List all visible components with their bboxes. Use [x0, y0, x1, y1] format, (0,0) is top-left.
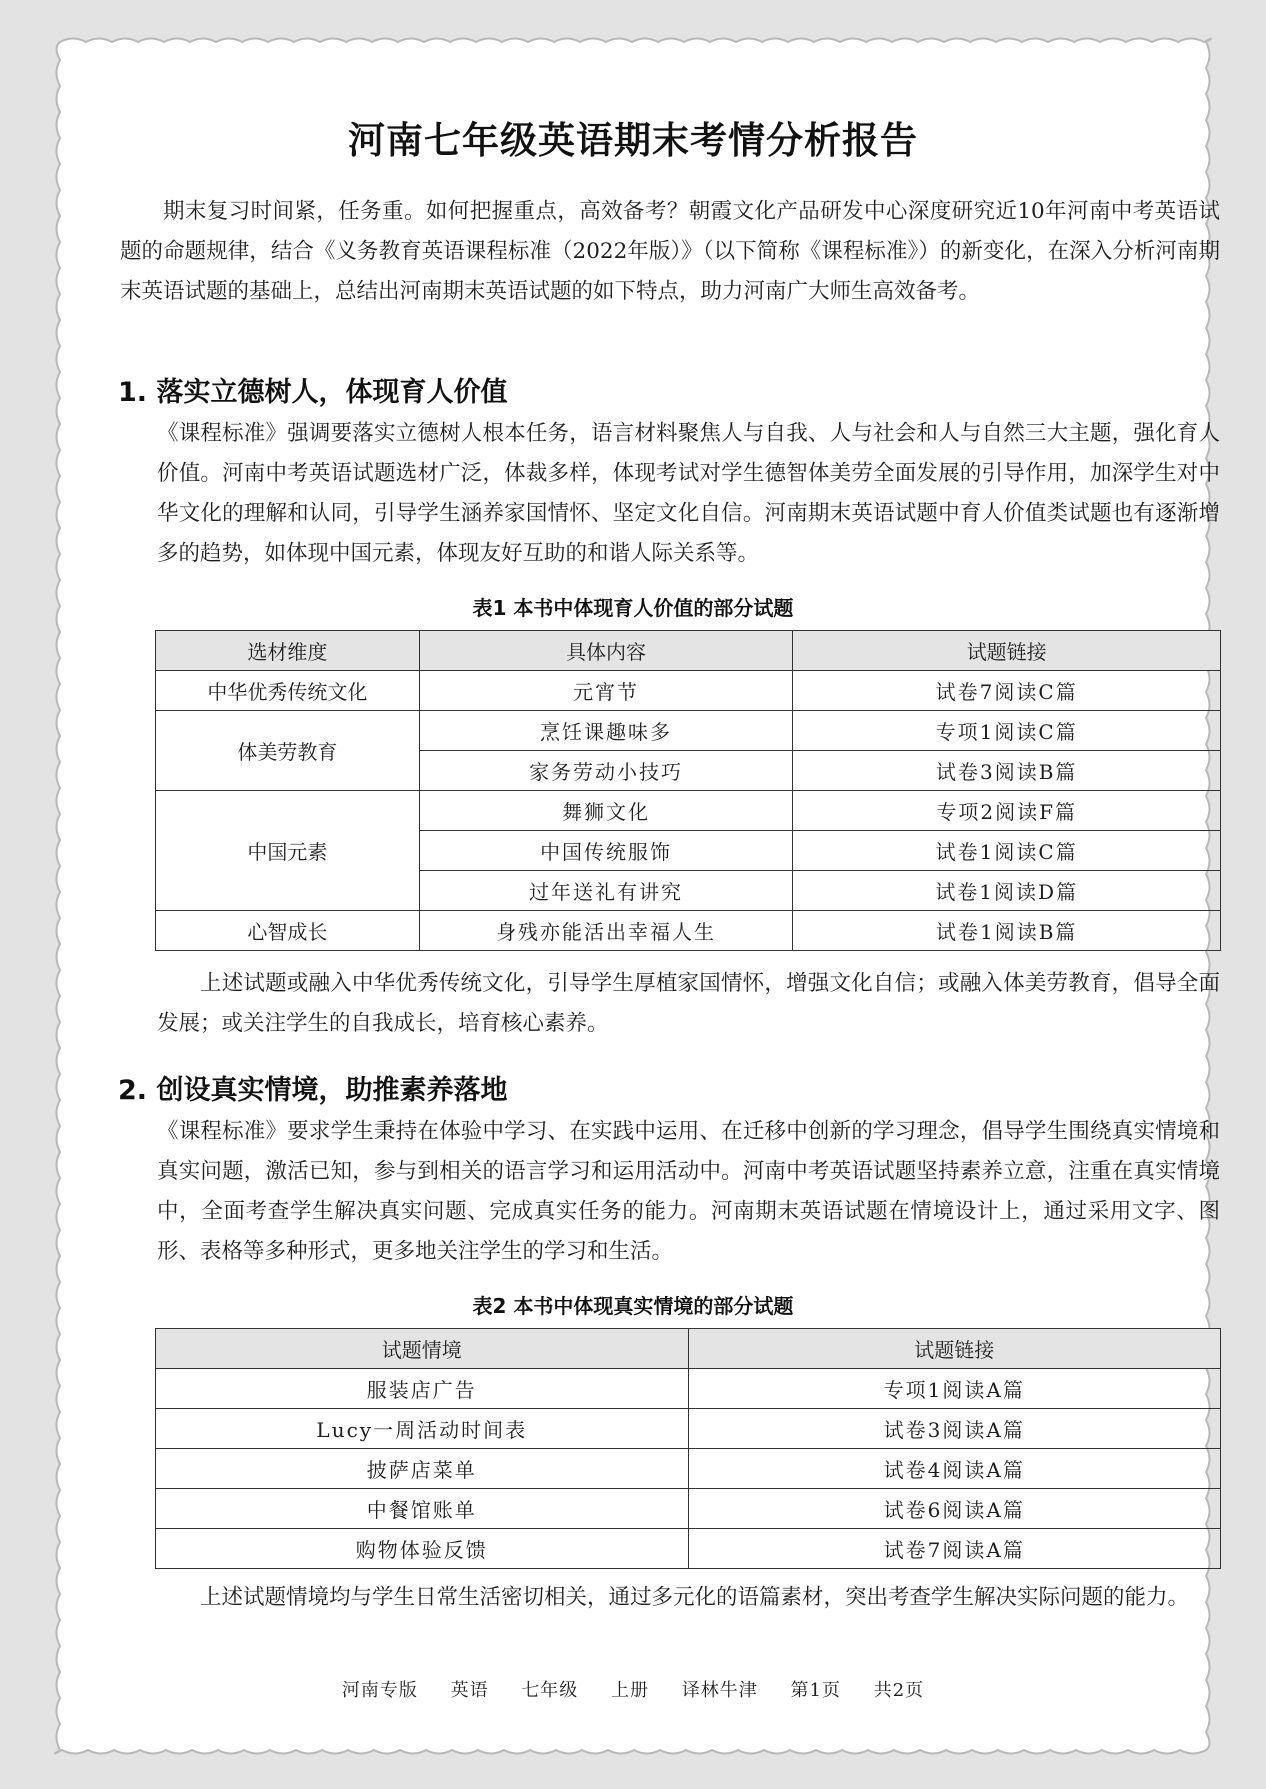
dimension-cell: 体美劳教育	[156, 711, 420, 791]
link-cell: 试卷3阅读A篇	[688, 1409, 1220, 1449]
section-2-heading: 2. 创设真实情境，助推素养落地	[118, 1075, 508, 1106]
scenario-cell: Lucy一周活动时间表	[156, 1409, 689, 1449]
content-cell: 过年送礼有讲究	[419, 871, 793, 911]
table-2-caption: 表2 本书中体现真实情境的部分试题	[472, 1294, 794, 1318]
table-1-header-cell: 选材维度	[156, 631, 420, 671]
content-cell: 元宵节	[419, 671, 793, 711]
footer-textbook: 译林牛津	[681, 1680, 758, 1701]
table-2	[155, 1328, 1221, 1569]
dimension-cell: 中国元素	[156, 791, 420, 911]
link-cell: 专项1阅读A篇	[688, 1369, 1220, 1409]
link-cell: 试卷7阅读C篇	[793, 671, 1221, 711]
section-2-summary: 上述试题情境均与学生日常生活密切相关，通过多元化的语篇素材，突出考查学生解决实际问题的能力。	[200, 1585, 1190, 1610]
table-row	[156, 791, 1221, 831]
footer-grade: 七年级	[521, 1680, 579, 1701]
content-cell: 中国传统服饰	[419, 831, 793, 871]
content-cell: 身残亦能活出幸福人生	[419, 911, 793, 951]
section-1-summary: 上述试题或融入中华优秀传统文化，引导学生厚植家国情怀，增强文化自信；或融入体美劳教育，倡导全面发展；或关注学生的自我成长，培育核心素养。	[157, 971, 1220, 1036]
page-title: 河南七年级英语期末考情分析报告	[348, 119, 918, 162]
footer-page-total: 共2页	[873, 1680, 925, 1701]
link-cell: 试卷4阅读A篇	[688, 1449, 1220, 1489]
table-row	[156, 911, 1221, 951]
table-row	[156, 1449, 1221, 1489]
intro-paragraph: 期末复习时间紧，任务重。如何把握重点，高效备考？朝霞文化产品研发中心深度研究近10年河南中考英语试题的命题规律，结合《义务教育英语课程标准（2022年版）》（以下简称《课程标准》）的新变化，在深入分析河南期末英语试题的基础上，总结出河南期末英语试题的如下特点，助力河南广大师生高效备考。	[120, 199, 1220, 304]
table-1	[155, 630, 1221, 951]
footer-page-number: 第1页	[790, 1680, 841, 1701]
scenario-cell: 购物体验反馈	[156, 1529, 689, 1569]
page-footer	[0, 1676, 1266, 1702]
footer-volume: 上册	[611, 1680, 650, 1701]
table-row	[156, 1369, 1221, 1409]
table-2-header-cell: 试题链接	[688, 1329, 1220, 1369]
link-cell: 试卷1阅读D篇	[793, 871, 1221, 911]
content-cell: 舞狮文化	[419, 791, 793, 831]
link-cell: 试卷7阅读A篇	[688, 1529, 1220, 1569]
table-row	[156, 1529, 1221, 1569]
table-row	[156, 671, 1221, 711]
scenario-cell: 披萨店菜单	[156, 1449, 689, 1489]
footer-subject: 英语	[450, 1680, 489, 1701]
link-cell: 专项1阅读C篇	[793, 711, 1221, 751]
link-cell: 试卷1阅读B篇	[793, 911, 1221, 951]
content-cell: 烹饪课趣味多	[419, 711, 793, 751]
section-1-heading: 1. 落实立德树人，体现育人价值	[118, 377, 508, 408]
table-row	[156, 1409, 1221, 1449]
table-1-header-cell: 具体内容	[419, 631, 793, 671]
table-1-header-cell: 试题链接	[793, 631, 1221, 671]
content-cell: 家务劳动小技巧	[419, 751, 793, 791]
table-2-header-cell: 试题情境	[156, 1329, 689, 1369]
section-2-paragraph: 《课程标准》要求学生秉持在体验中学习、在实践中运用、在迁移中创新的学习理念，倡导学生围绕真实情境和真实问题，激活已知，参与到相关的语言学习和运用活动中。河南中考英语试题坚持素养立意，注重在真实情境中，全面考查学生解决真实问题、完成真实任务的能力。河南期末英语试题在情境设计上，通过采用文字、图形、表格等多种形式，更多地关注学生的学习和生活。	[157, 1119, 1220, 1264]
table-row	[156, 711, 1221, 751]
dimension-cell: 心智成长	[156, 911, 420, 951]
link-cell: 试卷6阅读A篇	[688, 1489, 1220, 1529]
table-row	[156, 1489, 1221, 1529]
scenario-cell: 中餐馆账单	[156, 1489, 689, 1529]
table-1-caption: 表1 本书中体现育人价值的部分试题	[472, 596, 794, 620]
link-cell: 专项2阅读F篇	[793, 791, 1221, 831]
scenario-cell: 服装店广告	[156, 1369, 689, 1409]
section-1-paragraph: 《课程标准》强调要落实立德树人根本任务，语言材料聚焦人与自我、人与社会和人与自然三大主题，强化育人价值。河南中考英语试题选材广泛，体裁多样，体现考试对学生德智体美劳全面发展的引导作用，加深学生对中华文化的理解和认同，引导学生涵养家国情怀、坚定文化自信。河南期末英语试题中育人价值类试题也有逐渐增多的趋势，如体现中国元素，体现友好互助的和谐人际关系等。	[157, 421, 1220, 566]
link-cell: 试卷3阅读B篇	[793, 751, 1221, 791]
footer-edition: 河南专版	[341, 1680, 418, 1701]
link-cell: 试卷1阅读C篇	[793, 831, 1221, 871]
dimension-cell: 中华优秀传统文化	[156, 671, 420, 711]
